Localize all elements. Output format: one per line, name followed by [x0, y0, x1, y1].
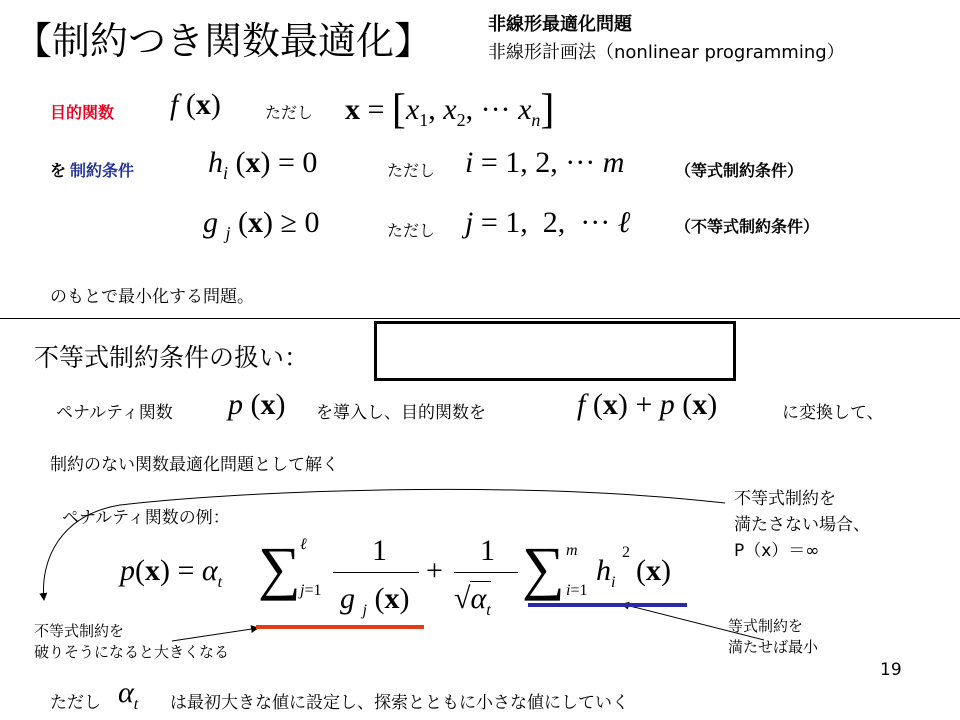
convert-text: に変換して、	[782, 403, 884, 423]
objective-label: 目的関数	[50, 103, 115, 122]
callout-right-line2: 満たさない場合、	[734, 515, 870, 535]
inequality-constraint-formula: g $_j$ (x) ≥ 0	[203, 206, 320, 243]
callout-right-line3: P（x）＝∞	[734, 541, 820, 561]
solve-line: 制約のない関数最適化問題として解く	[50, 455, 339, 475]
callout-bottom-right-line1: 等式制約を	[728, 617, 804, 635]
subtitle-nonlinear-optimization: 非線形最適化問題	[488, 14, 632, 35]
introduce-text: を導入し、目的関数を	[316, 403, 486, 423]
x-vector-formula: $x = [x_1$, $x_2$, ··· $x_n$]	[345, 87, 555, 133]
alpha-t-symbol: $\alpha_t$	[118, 676, 139, 713]
section-heading: 不等式制約条件の扱い：	[34, 343, 310, 372]
i-range-formula: i = 1, 2, ··· m	[465, 146, 625, 179]
callout-right-line1: 不等式制約を	[734, 489, 836, 509]
constraint-prefix: を	[50, 161, 67, 180]
footer-text: は最初大きな値に設定し、探索とともに小さな値にしていく	[170, 693, 629, 713]
inequality-note: （不等式制約条件）	[675, 217, 820, 236]
footer-tadashi: ただし	[50, 693, 101, 713]
callout-bottom-right-line2: 満たせば最小	[728, 638, 819, 656]
equality-constraint-formula: $h_i$ (x) = 0	[208, 146, 318, 183]
callout-left-line1: 不等式制約を	[34, 622, 125, 640]
callout-left-line2: 破りそうになると大きくなる	[34, 643, 230, 661]
constraint-label: 制約条件	[70, 161, 135, 180]
left-arrow	[172, 628, 258, 641]
tadashi-1: ただし	[265, 103, 314, 122]
tadashi-3: ただし	[387, 221, 436, 240]
combined-objective-formula: f (x) + p (x)	[577, 388, 718, 421]
j-range-formula: j = 1, 2, ··· ℓ	[465, 206, 631, 239]
example-label: ペナルティ関数の例：	[62, 508, 230, 528]
penalty-intro: ペナルティ関数	[56, 403, 173, 423]
equality-note: （等式制約条件）	[675, 161, 804, 180]
subtitle-nonlinear-programming: 非線形計画法（nonlinear programming）	[488, 42, 845, 63]
page-number: 19	[880, 660, 902, 680]
objective-formula: f (x)	[170, 88, 221, 121]
penalty-function-formula: p (x)	[228, 388, 286, 421]
minimize-line: のもとで最小化する問題。	[50, 287, 254, 307]
slide-title: 【制約つき関数最適化】	[14, 19, 433, 63]
tadashi-2: ただし	[387, 161, 436, 180]
